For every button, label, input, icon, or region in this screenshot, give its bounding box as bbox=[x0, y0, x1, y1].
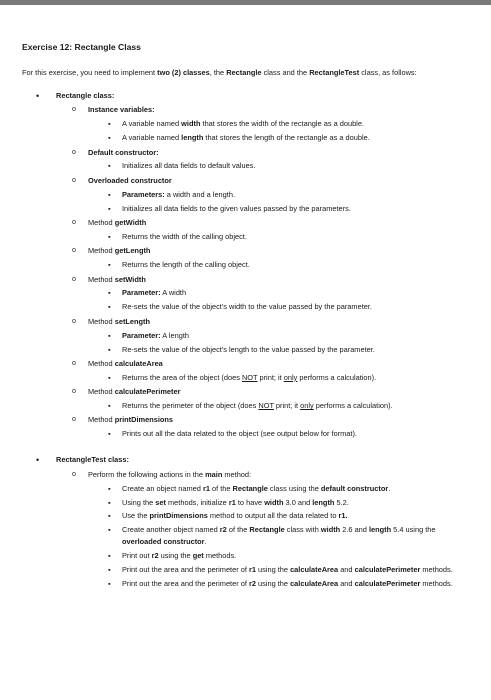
list-item bbox=[22, 175, 474, 187]
sub-list-item bbox=[22, 189, 474, 201]
section-rectangle-class bbox=[22, 90, 474, 440]
list-item bbox=[22, 386, 474, 398]
list-item bbox=[22, 358, 474, 370]
list-item-label: Method printDimensions bbox=[88, 415, 174, 425]
bullet-circle-icon: o bbox=[72, 106, 76, 114]
document-sections bbox=[22, 90, 474, 590]
bullet-square-icon: ▪ bbox=[108, 203, 111, 213]
bullet-circle-icon: o bbox=[72, 416, 76, 424]
list-item-label: Method setWidth bbox=[88, 274, 146, 284]
sub-list-item-text: Print out the area and the perimeter of r1 using the calculateArea and calculatePerimeter methods. bbox=[122, 565, 453, 575]
sub-list-item-text: Parameter: A length bbox=[122, 330, 189, 340]
sub-list-item-text: Initializes all data fields to default values. bbox=[122, 161, 256, 171]
sub-list-item bbox=[22, 118, 474, 130]
bullet-square-icon: ▪ bbox=[108, 260, 111, 270]
sub-list-item-text: Re-sets the value of the object's width to the value passed by the parameter. bbox=[122, 302, 372, 312]
bullet-square-icon: ▪ bbox=[108, 511, 111, 521]
bullet-square-icon: ▪ bbox=[108, 429, 111, 439]
sub-list-item-text: Returns the perimeter of the object (does NOT print; it only performs a calculation). bbox=[122, 401, 393, 411]
bullet-square-icon: ▪ bbox=[108, 551, 111, 561]
bullet-square-icon: ▪ bbox=[108, 288, 111, 298]
list-item-label: Default constructor: bbox=[88, 147, 159, 157]
sub-list-item-text: Print out r2 using the get methods. bbox=[122, 551, 237, 561]
bullet-square-icon: ▪ bbox=[108, 579, 111, 588]
list-item-label: Method calculateArea bbox=[88, 358, 163, 368]
bullet-circle-icon: o bbox=[72, 388, 76, 396]
top-border-bar bbox=[0, 0, 491, 5]
section-heading bbox=[22, 90, 474, 102]
bullet-circle-icon: o bbox=[72, 247, 76, 255]
bullet-square-icon: ▪ bbox=[108, 133, 111, 143]
list-item bbox=[22, 245, 474, 257]
sub-list-item-text: Returns the width of the calling object. bbox=[122, 231, 247, 241]
bullet-square-icon: ▪ bbox=[108, 483, 111, 493]
sub-list-item-text: Returns the length of the calling object. bbox=[122, 260, 250, 270]
bullet-circle-icon: o bbox=[72, 219, 76, 227]
list-item bbox=[22, 469, 474, 481]
sub-list-item-text: Initializes all data fields to the given values passed by the parameters. bbox=[122, 203, 351, 213]
sub-list-item bbox=[22, 231, 474, 243]
sub-list-item-text: Print out the area and the perimeter of r2 using the calculateArea and calculatePerimeter methods. bbox=[122, 579, 453, 588]
bullet-square-icon: ▪ bbox=[108, 231, 111, 241]
sub-list-item bbox=[22, 564, 474, 576]
bullet-circle-icon: o bbox=[72, 148, 76, 156]
bullet-square-icon: ▪ bbox=[108, 161, 111, 171]
sub-list-item bbox=[22, 550, 474, 562]
bullet-dot-icon: • bbox=[36, 455, 40, 466]
sub-list-item-text: Use the printDimensions method to output all the data related to r1. bbox=[122, 511, 348, 521]
bullet-square-icon: ▪ bbox=[108, 189, 111, 199]
list-item-label: Overloaded constructor bbox=[88, 175, 172, 185]
sub-list-item-text: Parameter: A width bbox=[122, 288, 187, 298]
sub-list-item bbox=[22, 344, 474, 356]
sub-list-item bbox=[22, 497, 474, 509]
list-item bbox=[22, 104, 474, 116]
bullet-square-icon: ▪ bbox=[108, 330, 111, 340]
bullet-circle-icon: o bbox=[72, 470, 76, 478]
sub-list-item-text: Create an object named r1 of the Rectangle class using the default constructor. bbox=[122, 483, 391, 493]
sub-list-item bbox=[22, 483, 474, 495]
document-page bbox=[22, 42, 474, 590]
sub-list-item bbox=[22, 400, 474, 412]
page-title: Exercise 12: Rectangle Class bbox=[22, 42, 141, 52]
bullet-circle-icon: o bbox=[72, 359, 76, 367]
intro-paragraph: For this exercise, you need to implement two (2) classes, the Rectangle class and the RectangleTest class, as follows: bbox=[22, 68, 417, 77]
sub-list-item-text: A variable named width that stores the width of the rectangle as a double. bbox=[122, 119, 364, 129]
list-item bbox=[22, 217, 474, 229]
sub-list-item bbox=[22, 510, 474, 522]
sub-list-item-text: A variable named length that stores the length of the rectangle as a double. bbox=[122, 133, 370, 143]
sub-list-item bbox=[22, 287, 474, 299]
bullet-square-icon: ▪ bbox=[108, 302, 111, 312]
sub-list-item bbox=[22, 428, 474, 440]
section-heading-text: Rectangle class: bbox=[56, 91, 115, 100]
bullet-square-icon: ▪ bbox=[108, 119, 111, 129]
bullet-square-icon: ▪ bbox=[108, 344, 111, 354]
sub-list-item-text: Returns the area of the object (does NOT print; it only performs a calculation). bbox=[122, 372, 377, 382]
bullet-circle-icon: o bbox=[72, 275, 76, 283]
list-item-label: Perform the following actions in the main method: bbox=[88, 469, 252, 479]
section-rectangletest-class bbox=[22, 454, 474, 590]
bullet-circle-icon: o bbox=[72, 176, 76, 184]
bullet-square-icon: ▪ bbox=[108, 525, 111, 535]
sub-list-item bbox=[22, 578, 474, 590]
sub-list-item-text: Using the set methods, initialize r1 to have width 3.0 and length 5.2. bbox=[122, 497, 349, 507]
bullet-square-icon: ▪ bbox=[108, 372, 111, 382]
bullet-square-icon: ▪ bbox=[108, 497, 111, 507]
section-heading bbox=[22, 454, 474, 466]
bullet-square-icon: ▪ bbox=[108, 565, 111, 575]
bullet-circle-icon: o bbox=[72, 317, 76, 325]
list-item-label: Method calculatePerimeter bbox=[88, 387, 181, 397]
list-item-label: Method getLength bbox=[88, 246, 151, 256]
list-item bbox=[22, 414, 474, 426]
section-heading-text: RectangleTest class: bbox=[56, 455, 129, 465]
list-item-label: Method setLength bbox=[88, 316, 151, 326]
sub-list-item bbox=[22, 330, 474, 342]
sub-list-item bbox=[22, 372, 474, 384]
sub-list-item bbox=[22, 160, 474, 172]
sub-list-item-text: Create another object named r2 of the Rectangle class with width 2.6 and length 5.4 using the overloaded constructor. bbox=[122, 525, 436, 547]
list-item-label: Method getWidth bbox=[88, 218, 147, 228]
sub-list-item bbox=[22, 132, 474, 144]
list-item bbox=[22, 147, 474, 159]
sub-list-item-text: Parameters: a width and a length. bbox=[122, 189, 235, 199]
list-item bbox=[22, 274, 474, 286]
sub-list-item bbox=[22, 259, 474, 271]
list-item bbox=[22, 316, 474, 328]
bullet-dot-icon: • bbox=[36, 91, 40, 101]
sub-list-item bbox=[22, 203, 474, 215]
sub-list-item-text: Re-sets the value of the object's length to the value passed by the parameter. bbox=[122, 344, 375, 354]
sub-list-item-text: Prints out all the data related to the object (see output below for format). bbox=[122, 429, 357, 439]
sub-list-item bbox=[22, 301, 474, 313]
sub-list-item bbox=[22, 524, 474, 548]
bullet-square-icon: ▪ bbox=[108, 401, 111, 411]
list-item-label: Instance variables: bbox=[88, 105, 155, 115]
